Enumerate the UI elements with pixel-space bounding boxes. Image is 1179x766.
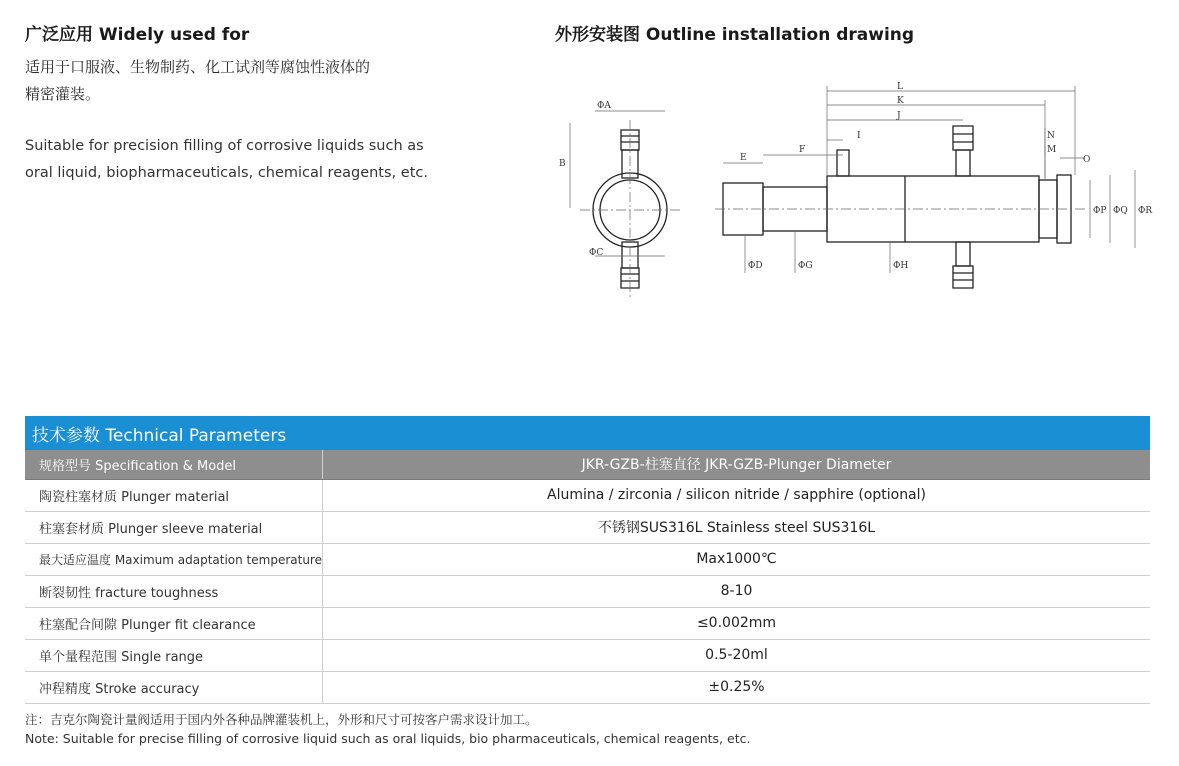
note-zh: 注：吉克尔陶瓷计量阀适用于国内外各种品牌灌装机上，外形和尺寸可按客户需求设计加工。: [25, 712, 538, 727]
row-label: 单个量程范围 Single range: [25, 639, 323, 671]
row-label: 断裂韧性 fracture toughness: [25, 575, 323, 607]
row-value: Alumina / zirconia / silicon nitride / sapphire (optional): [323, 479, 1151, 511]
dim-label-h: ΦH: [893, 261, 909, 271]
row-label: 最大适应温度 Maximum adaptation temperature: [25, 543, 323, 575]
table-row: [25, 575, 1150, 607]
table-row: [25, 479, 1150, 511]
params-header-row: [25, 450, 1150, 479]
table-row: [25, 511, 1150, 543]
dim-label-q: ΦQ: [1113, 206, 1128, 216]
technical-parameters: [25, 416, 1150, 704]
dim-label-c: ΦC: [589, 248, 604, 258]
usage-zh-line-1: 适用于口服液、生物制药、化工试剂等腐蚀性液体的: [25, 58, 371, 76]
dim-label-g: ΦG: [798, 261, 813, 271]
dim-label-p: ΦP: [1093, 206, 1107, 216]
usage-en-line-2: oral liquid, biopharmaceuticals, chemical reagents, etc.: [25, 165, 428, 181]
table-row: [25, 543, 1150, 575]
dim-label-m: M: [1047, 145, 1057, 155]
drawing-title: 外形安装图 Outline installation drawing: [555, 25, 915, 45]
row-label: 柱塞配合间隙 Plunger fit clearance: [25, 607, 323, 639]
front-top-port: [956, 150, 970, 176]
front-small-port: [837, 150, 849, 176]
table-row: [25, 639, 1150, 671]
usage-title: 广泛应用 Widely used for: [25, 25, 250, 45]
usage-zh-line-2: 精密灌装。: [25, 85, 101, 103]
params-header-value: JKR-GZB-柱塞直径 JKR-GZB-Plunger Diameter: [323, 450, 1151, 479]
usage-en-line-1: Suitable for precision filling of corrosive liquids such as: [25, 138, 424, 154]
row-value: ±0.25%: [323, 671, 1151, 703]
params-table: [25, 450, 1150, 704]
params-title: 技术参数 Technical Parameters: [25, 416, 1150, 450]
row-value: 不锈钢SUS316L Stainless steel SUS316L: [323, 511, 1151, 543]
front-top-barb: [953, 126, 973, 150]
dim-label-f: F: [799, 145, 806, 155]
row-value: ≤0.002mm: [323, 607, 1151, 639]
table-row: [25, 607, 1150, 639]
dim-label-e: E: [740, 153, 747, 163]
note-en: Note: Suitable for precise filling of corrosive liquid such as oral liquids, bio pharmaceuticals, chemical reagents, etc.: [25, 731, 751, 746]
params-header-label: 规格型号 Specification & Model: [25, 450, 323, 479]
dim-label-r: ΦR: [1138, 206, 1153, 216]
dim-label-n: N: [1047, 131, 1055, 141]
row-value: 0.5-20ml: [323, 639, 1151, 671]
front-bottom-barb: [953, 266, 973, 288]
dim-label-a: ΦA: [597, 101, 611, 111]
dim-label-j: J: [897, 111, 901, 121]
row-label: 冲程精度 Stroke accuracy: [25, 671, 323, 703]
usage-zh-description: [25, 54, 370, 108]
dim-label-b: B: [559, 159, 566, 169]
row-value: Max1000℃: [323, 543, 1151, 575]
front-bottom-port: [956, 242, 970, 266]
outline-installation-drawing: [555, 78, 1155, 303]
row-label: 陶瓷柱塞材质 Plunger material: [25, 479, 323, 511]
dim-label-i: I: [857, 131, 861, 141]
row-value: 8-10: [323, 575, 1151, 607]
row-label: 柱塞套材质 Plunger sleeve material: [25, 511, 323, 543]
dim-label-o: O: [1083, 155, 1091, 165]
table-row: [25, 671, 1150, 703]
dim-label-d: ΦD: [748, 261, 763, 271]
dim-label-l: L: [897, 82, 903, 92]
dim-label-k: K: [897, 96, 904, 106]
usage-en-description: [25, 133, 428, 187]
